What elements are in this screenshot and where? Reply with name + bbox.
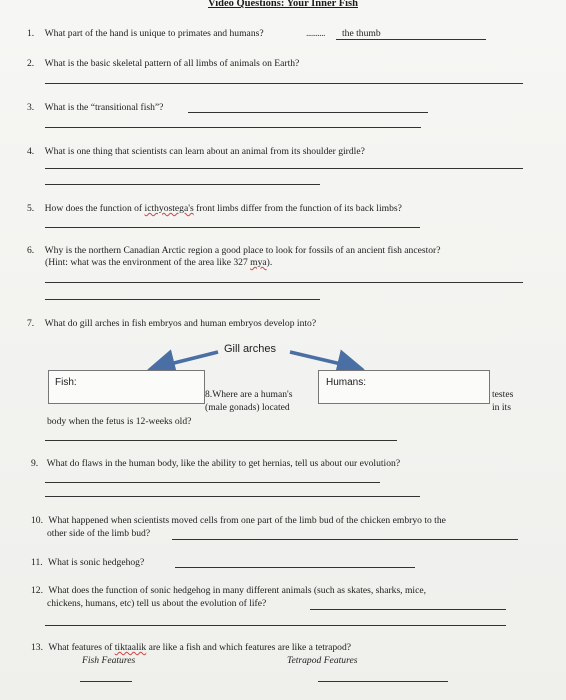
- question-10-line-2: other side of the limb bud?: [47, 528, 151, 539]
- gill-arches-label: Gill arches: [224, 343, 276, 355]
- answer-line: [45, 127, 421, 128]
- answer-line: [45, 625, 506, 626]
- question-text: How does the function of: [44, 203, 145, 214]
- question-number: 4.: [27, 146, 35, 157]
- question-6-line-2: [45, 257, 272, 269]
- answer-line: [45, 282, 523, 283]
- question-text: What part of the hand is unique to primates and humans?: [44, 28, 264, 39]
- question-11: [31, 557, 144, 569]
- question-text: are like a fish and which features are like a tetrapod?: [146, 642, 352, 653]
- question-5: [27, 203, 402, 215]
- question-8-line-2: (male gonads) located: [205, 402, 290, 413]
- question-text: (Hint: what was the environment of the area like 327: [45, 257, 251, 268]
- tetrapod-features-heading: Tetrapod Features: [287, 655, 358, 666]
- question-9: [31, 458, 400, 470]
- question-text: What is the basic skeletal pattern of all limbs of animals on Earth?: [44, 58, 300, 69]
- question-7: [27, 318, 316, 330]
- question-8-line-3: body when the fetus is 12-weeks old?: [47, 416, 192, 427]
- page-title: Video Questions: Your Inner Fish: [208, 0, 358, 9]
- humans-label: Humans:: [326, 377, 367, 388]
- question-number: 1.: [27, 28, 35, 39]
- question-1: [27, 28, 264, 40]
- question-number: 2.: [27, 58, 35, 69]
- question-number: 6.: [27, 245, 35, 256]
- answer-line: [45, 299, 320, 300]
- species-name: icthyostega's: [144, 203, 194, 214]
- question-number: 9.: [31, 458, 39, 469]
- question-number: 3.: [27, 102, 35, 113]
- question-text: ).: [266, 257, 273, 268]
- answer-line: [45, 482, 380, 483]
- answer-line: [336, 39, 486, 40]
- answer-line: [80, 681, 132, 682]
- question-8-side-word-2: in its: [492, 402, 511, 413]
- answer-line: [45, 440, 397, 441]
- question-text: What happened when scientists moved cells from one part of the limb bud of the chicken embryo to the: [48, 515, 446, 526]
- question-number: 7.: [27, 318, 35, 329]
- question-12: [31, 585, 426, 597]
- question-text: What is the “transitional fish”?: [44, 102, 164, 113]
- question-text: What features of: [48, 642, 115, 653]
- question-8-side-word-1: testes: [492, 389, 514, 400]
- question-text: What do gill arches in fish embryos and human embryos develop into?: [44, 318, 317, 329]
- answer-line: [318, 681, 448, 682]
- question-6: [27, 245, 441, 257]
- question-number: 11.: [31, 557, 43, 568]
- question-number: 10.: [31, 515, 43, 526]
- answer-line: [175, 567, 415, 568]
- answer-line: [310, 609, 506, 610]
- question-text: What is one thing that scientists can learn about an animal from its shoulder girdle?: [44, 146, 365, 157]
- question-2: [27, 58, 299, 70]
- answer-line: [45, 83, 523, 84]
- question-text: Why is the northern Canadian Arctic region a good place to look for fossils of an ancient fish ancestor?: [44, 245, 441, 256]
- answer-line: [45, 227, 420, 228]
- mya-abbrev: mya: [250, 257, 267, 268]
- answer-line: [45, 168, 523, 169]
- question-text: What does the function of sonic hedgehog in many different animals (such as skates, sharks, mice,: [48, 585, 427, 596]
- question-number: 5.: [27, 203, 35, 214]
- question-number: 12.: [31, 585, 43, 596]
- question-3: [27, 102, 163, 114]
- arrow-left-icon: [154, 352, 218, 368]
- answer-line: [188, 112, 428, 113]
- arrow-right-icon: [290, 352, 358, 368]
- question-10: [31, 515, 446, 527]
- question-12-line-2: chickens, humans, etc) tell us about the evolution of life?: [47, 598, 267, 609]
- question-13: [31, 642, 351, 654]
- fish-features-heading: Fish Features: [82, 655, 136, 666]
- question-text: What do flaws in the human body, like the ability to get hernias, tell us about our evolution?: [46, 458, 401, 469]
- question-text: front limbs differ from the function of its back limbs?: [193, 203, 402, 214]
- answer-line: [45, 496, 420, 497]
- question-4: [27, 146, 365, 158]
- question-8-line-1: 8.Where are a human's: [205, 389, 293, 400]
- question-text: What is sonic hedgehog?: [48, 557, 145, 568]
- species-name: tiktaalik: [114, 642, 147, 653]
- answer-text: the thumb: [342, 28, 381, 39]
- question-number: 13.: [31, 642, 43, 653]
- fish-label: Fish:: [55, 377, 77, 388]
- answer-line: [172, 539, 518, 540]
- answer-dots: ..........: [306, 28, 325, 39]
- answer-line: [45, 184, 320, 185]
